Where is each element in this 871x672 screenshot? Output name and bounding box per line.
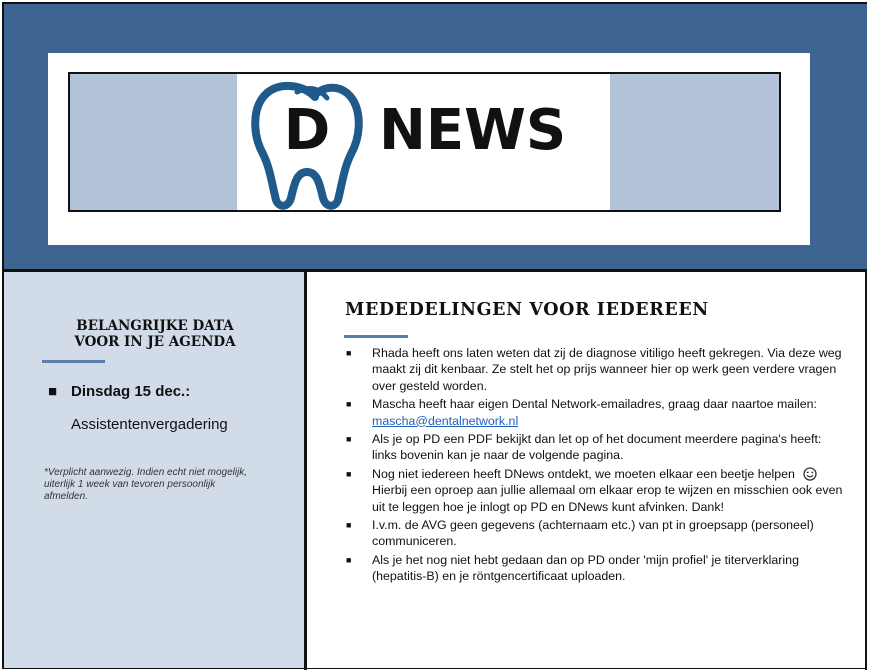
agenda-note: *Verplicht aanwezig. Indien echt niet mogelijk, uiterlijk 1 week van tevoren persoonlijk afmelden. bbox=[44, 467, 248, 502]
agenda-title-rule bbox=[42, 360, 105, 363]
announcement-item: ■ Als je het nog niet hebt gedaan dan op PD onder 'mijn profiel' je titerverklaring (hepatitis-B) en je röntgencertificaat uploaden. bbox=[346, 552, 799, 584]
logo-side-panel-right bbox=[610, 74, 779, 210]
logo-side-panel-left bbox=[70, 74, 237, 210]
announcement-item: ■ Nog niet iedereen heeft DNews ontdekt, we moeten elkaar een beetje helpen Hierbij een oproep aan jullie allemaal om elkaar erop te wijzen en misschien ook even uit te leggen hoe je inlogt op PD en DNews kunt afvinken. Dank! bbox=[346, 466, 843, 514]
agenda-event-date: Dinsdag 15 dec.: bbox=[71, 383, 191, 400]
email-link[interactable]: mascha@dentalnetwork.nl bbox=[372, 413, 519, 428]
bullet-icon: ■ bbox=[346, 468, 352, 479]
bullet-icon: ■ bbox=[346, 348, 352, 358]
announcement-list bbox=[343, 345, 843, 587]
logo-letter: D bbox=[283, 98, 331, 163]
bullet-icon: ■ bbox=[346, 434, 352, 445]
bullet-icon: ■ bbox=[346, 399, 352, 410]
bullet-icon: ■ bbox=[346, 520, 352, 531]
agenda-title: BELANGRIJKE DATA VOOR IN JE AGENDA bbox=[74, 318, 236, 350]
dnews-logo-banner bbox=[68, 72, 781, 212]
announcements-title-rule bbox=[344, 335, 408, 338]
bullet-icon: ■ bbox=[48, 383, 58, 400]
announcement-item: ■ Als je op PD een PDF bekijkt dan let op of het document meerdere pagina's heeft: links bovenin kan je naar de volgende pagina. bbox=[346, 432, 822, 463]
dnews-logo bbox=[237, 74, 610, 210]
announcement-item: ■ Rhada heeft ons laten weten dat zij de diagnose vitiligo heeft gekregen. Via deze weg maakt zij dit kenbaar. Ze stelt het op prijs wanneer hier op werk geen verdere vragen over gesteld worden. bbox=[346, 346, 842, 393]
agenda-sidebar bbox=[4, 272, 304, 668]
announcements-title: MEDEDELINGEN VOOR IEDEREEN bbox=[345, 300, 709, 320]
announcement-item: ■ Mascha heeft haar eigen Dental Network-emailadres, graag daar naartoe mailen: mascha@dentalnetwork.nl bbox=[346, 397, 817, 428]
wink-smiley-icon bbox=[803, 467, 817, 481]
tooth-logo-icon bbox=[237, 74, 610, 210]
agenda-event-name: Assistentenvergadering bbox=[71, 416, 228, 433]
logo-word: NEWS bbox=[379, 98, 567, 163]
right-border bbox=[865, 272, 867, 670]
announcement-item: ■ I.v.m. de AVG geen gegevens (achternaam etc.) van pt in groepsapp (personeel) communiceren. bbox=[346, 518, 814, 549]
announcements-section bbox=[307, 272, 865, 668]
bullet-icon: ■ bbox=[346, 554, 352, 565]
